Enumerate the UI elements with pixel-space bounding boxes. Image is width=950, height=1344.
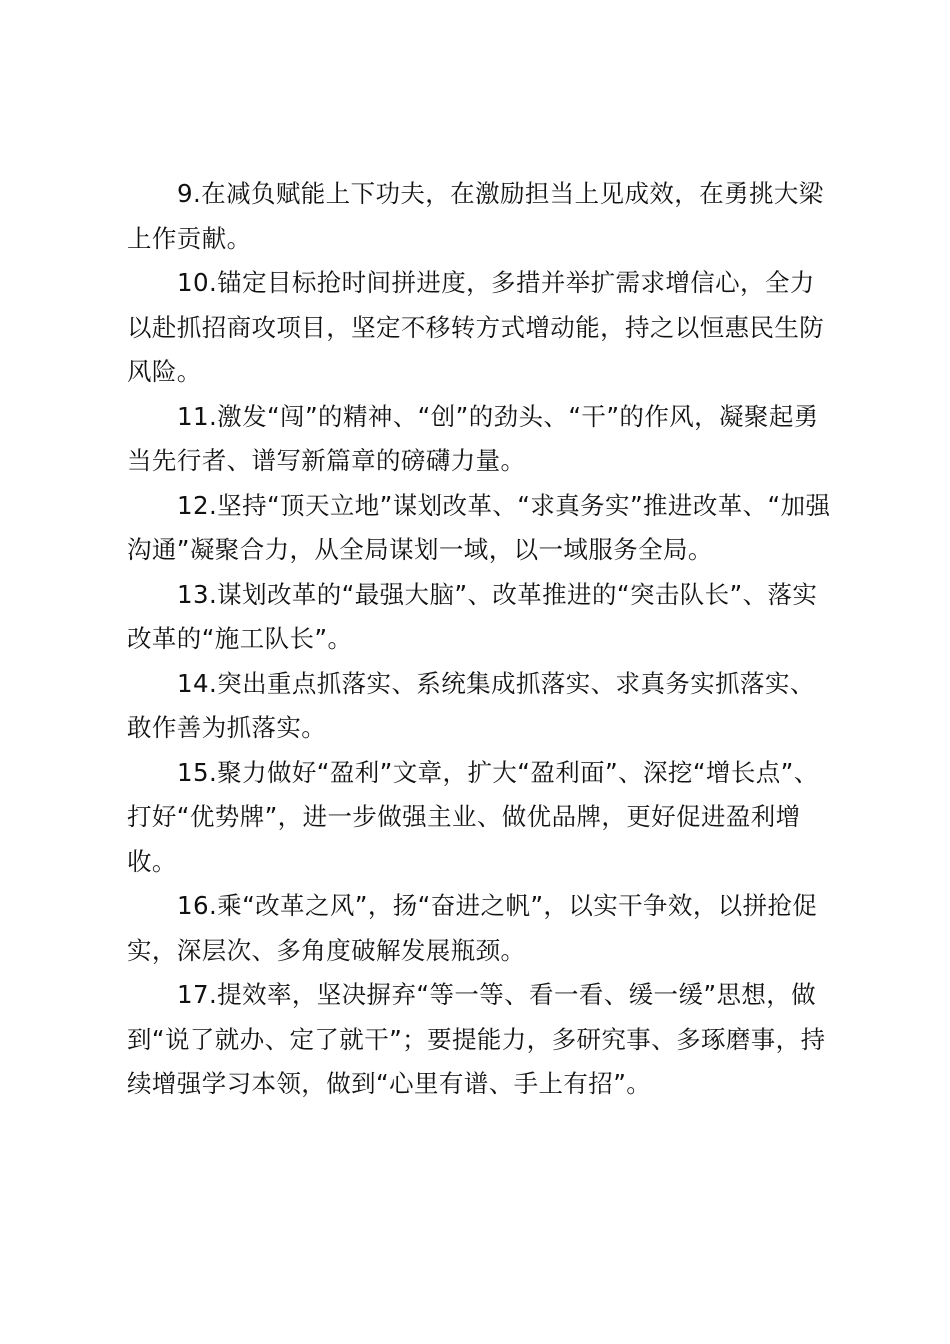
paragraph-14: 14.突出重点抓落实、系统集成抓落实、求真务实抓落实、敢作善为抓落实。: [127, 668, 815, 742]
paragraph-15: 15.聚力做好“盈利”文章，扩大“盈利面”、深挖“增长点”、打好“优势牌”，进一步做强主业、做优品牌，更好促进盈利增收。: [127, 757, 819, 876]
paragraph-10: 10.锚定目标抢时间拼进度，多措并举扩需求增信心，全力以赴抓招商攻项目，坚定不移转方式增动能，持之以恒惠民生防风险。: [127, 268, 825, 386]
paragraph-11: 11.激发“闯”的精神、“创”的劲头、“干”的作风，凝聚起勇当先行者、谱写新篇章的磅礴力量。: [127, 401, 819, 475]
paragraph-17: 17.提效率，坚决摒弃“等一等、看一看、缓一缓”思想，做到“说了就办、定了就干”；要提能力，多研究事、多琢磨事，持续增强学习本领，做到“心里有谱、手上有招”。: [127, 980, 826, 1098]
paragraph-13: 13.谋划改革的“最强大脑”、改革推进的“突击队长”、落实改革的“施工队长”。: [127, 579, 818, 653]
paragraph-16: 16.乘“改革之风”，扬“奋进之帆”，以实干争效，以拼抢促实，深层次、多角度破解发展瓶颈。: [127, 891, 818, 965]
paragraph-9: 9.在减负赋能上下功夫，在激励担当上见成效，在勇挑大梁上作贡献。: [127, 179, 824, 253]
paragraph-12: 12.坚持“顶天立地”谋划改革、“求真务实”推进改革、“加强沟通”凝聚合力，从全局谋划一域，以一域服务全局。: [127, 490, 831, 564]
document-body: [127, 172, 833, 1107]
